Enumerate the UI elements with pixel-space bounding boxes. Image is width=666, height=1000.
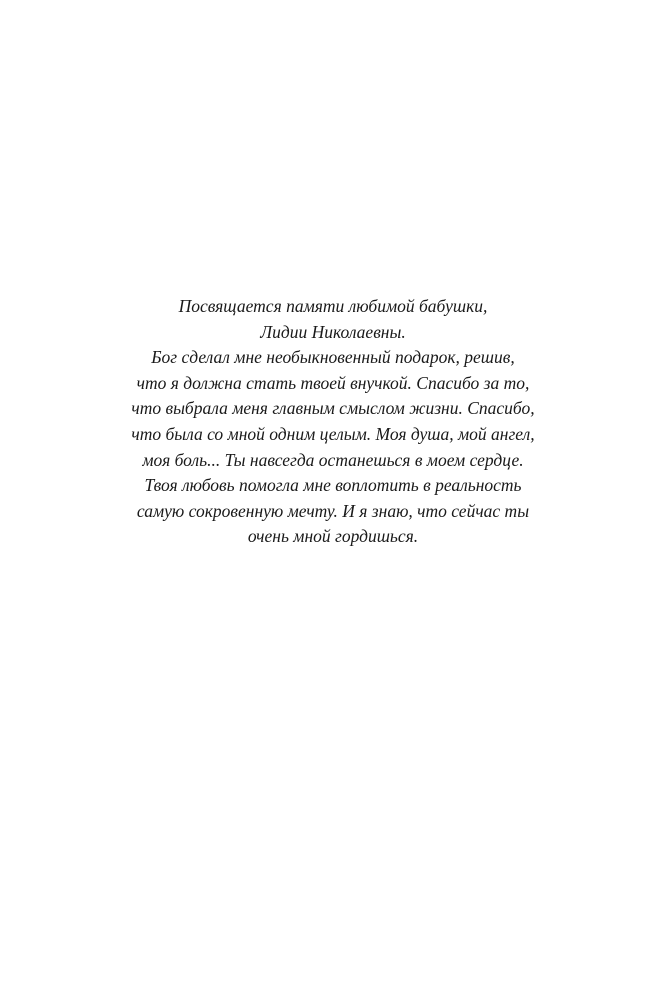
dedication-line: Твоя любовь помогла мне воплотить в реальность	[144, 475, 522, 496]
dedication-text	[0, 294, 666, 550]
dedication-line: моя боль... Ты навсегда останешься в моем сердце.	[142, 449, 524, 470]
dedication-line: что я должна стать твоей внучкой. Спасибо за то,	[136, 372, 530, 393]
dedication-line: Бог сделал мне необыкновенный подарок, решив,	[151, 347, 515, 368]
dedication-line: что была со мной одним целым. Моя душа, мой ангел,	[131, 423, 535, 444]
dedication-line: что выбрала меня главным смыслом жизни. Спасибо,	[131, 398, 535, 419]
dedication-line: Посвящается памяти любимой бабушки,	[178, 296, 488, 316]
dedication-line: самую сокровенную мечту. И я знаю, что сейчас ты	[136, 500, 530, 521]
dedication-line: Лидии Николаевны.	[260, 321, 406, 342]
dedication-line: очень мной гордишься.	[247, 526, 419, 547]
